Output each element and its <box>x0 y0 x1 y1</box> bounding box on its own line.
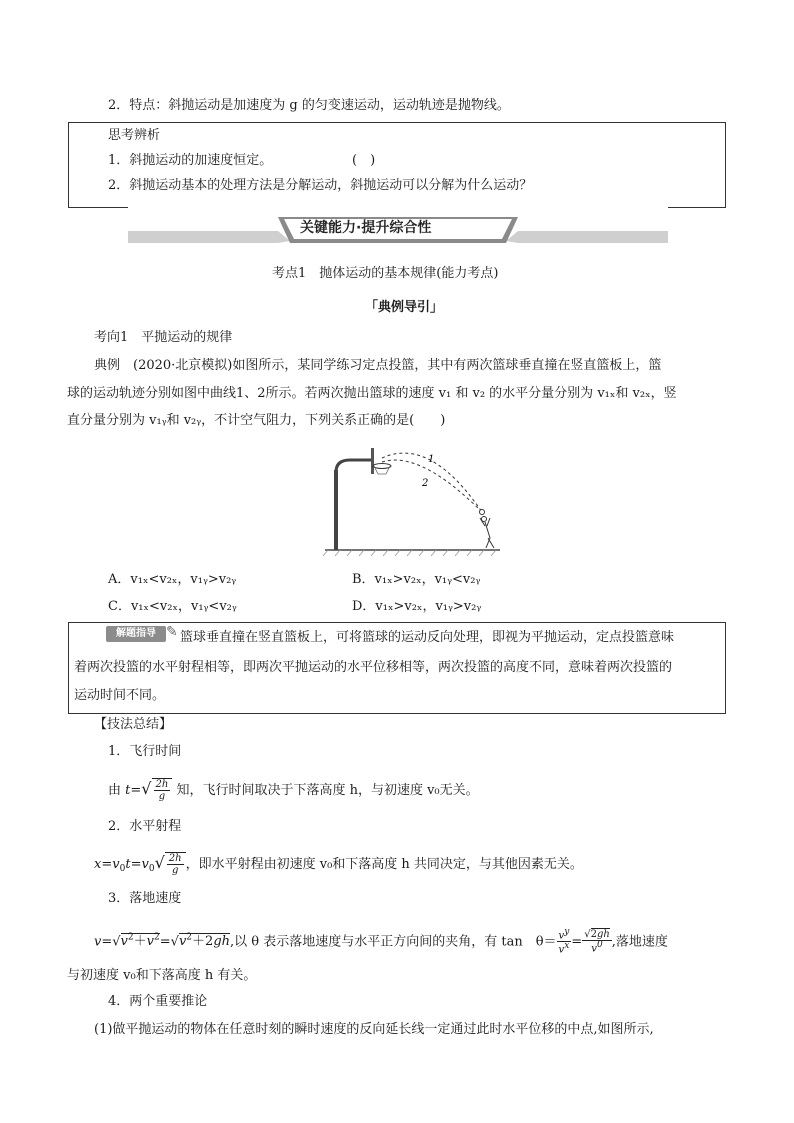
s2-formula-line: $x=v_0t=v_0√$ $\frac{2h}{g}$ ，即水平射程由初速度 v₀和下落高度 h 共同决定，与其他因素无关。 <box>94 853 583 876</box>
thinking-q2: 2．斜抛运动基本的处理方法是分解运动，斜抛运动可以分解为什么运动？ <box>108 178 533 193</box>
s1-prefix: 由 <box>108 783 122 798</box>
s3-formula-line: $v=√v^2+v^2=√v^2+2gh$,以 θ 表示落地速度与水平正方向间的夹角，有 tan θ＝ $\frac{v^y}{v^x}$ = $\frac{√2gh}{v^0}$ ,落地速度 <box>94 927 668 956</box>
item2-text: 2．特点：斜抛运动是加速度为 g 的匀变速运动，运动轨迹是抛物线。 <box>108 98 510 113</box>
s4-line1: (1)做平抛运动的物体在任意时刻的瞬时速度的反向延长线一定通过此时水平位移的中点,如图所示, <box>94 1022 654 1037</box>
s3-title: 3．落地速度 <box>108 891 182 906</box>
example-line1: 典例 (2020·北京模拟)如图所示，某同学练习定点投篮，其中有两次篮球垂直撞在竖直篮板上，篮 <box>94 358 662 373</box>
option-d: D．v₁ₓ>v₂ₓ，v₁ᵧ>v₂ᵧ <box>352 599 482 614</box>
basketball-figure <box>320 440 510 560</box>
summary-title: 【技法总结】 <box>94 717 173 732</box>
thinking-q1-paren: ( ) <box>352 153 376 168</box>
s1-formula-line: 由 t=√ $\frac{2h}{g}$ 知，飞行时间取决于下落高度 h，与初速度 v₀无关。 <box>108 779 479 802</box>
section-banner-title: 关键能力·提升综合性 <box>300 220 432 236</box>
s2-suffix: ，即水平射程由初速度 v₀和下落高度 h 共同决定，与其他因素无关。 <box>185 857 583 872</box>
s3-end: ,落地速度 <box>611 934 668 950</box>
kaodian-title: 考点1 抛体运动的基本规律(能力考点) <box>272 266 499 281</box>
s4-title: 4．两个重要推论 <box>108 994 208 1009</box>
hint-line2: 着两次投篮的水平射程相等，即两次平抛运动的水平位移相等，两次投篮的高度不同，意味着两次投篮的 <box>74 660 673 675</box>
s3-mid: ,以 θ 表示落地速度与水平正方向间的夹角，有 tan θ＝ <box>230 934 557 950</box>
player-figure <box>480 510 495 549</box>
pencil-icon: ✎ <box>166 624 178 640</box>
s2-title: 2．水平射程 <box>108 819 182 834</box>
thinking-q1: 1．斜抛运动的加速度恒定。 <box>108 153 273 168</box>
s1-suffix: 知，飞行时间取决于下落高度 h，与初速度 v₀无关。 <box>176 783 479 798</box>
s1-title: 1．飞行时间 <box>108 744 182 759</box>
s3-line2: 与初速度 v₀和下落高度 h 有关。 <box>67 968 257 983</box>
kaoxiang-title: 考向1 平抛运动的规律 <box>94 330 233 345</box>
curve2-label: 2 <box>422 478 429 489</box>
example-line3: 直分量分别为 v₁ᵧ和 v₂ᵧ，不计空气阻力，下列关系正确的是( ) <box>67 413 446 428</box>
option-a: A．v₁ₓ<v₂ₓ，v₁ᵧ>v₂ᵧ <box>108 572 237 587</box>
hint-badge: 解题指导 <box>106 626 166 642</box>
hint-line1: 篮球垂直撞在竖直篮板上，可将篮球的运动反向处理，即视为平抛运动，定点投篮意味 <box>180 630 675 645</box>
option-b: B．v₁ₓ>v₂ₓ，v₁ᵧ<v₂ᵧ <box>352 572 481 587</box>
thinking-title: 思考辨析 <box>108 128 161 143</box>
hint-line3: 运动时间不同。 <box>74 688 166 703</box>
example-line2: 球的运动轨迹分别如图中曲线1、2所示。若两次抛出篮球的速度 v₁ 和 v₂ 的水平分量分别为 v₁ₓ和 v₂ₓ，竖 <box>67 386 677 401</box>
dianli-title: 「典例导引」 <box>365 300 444 315</box>
option-c: C．v₁ₓ<v₂ₓ，v₁ᵧ<v₂ᵧ <box>108 599 237 614</box>
curve1-label: 1 <box>428 454 435 465</box>
